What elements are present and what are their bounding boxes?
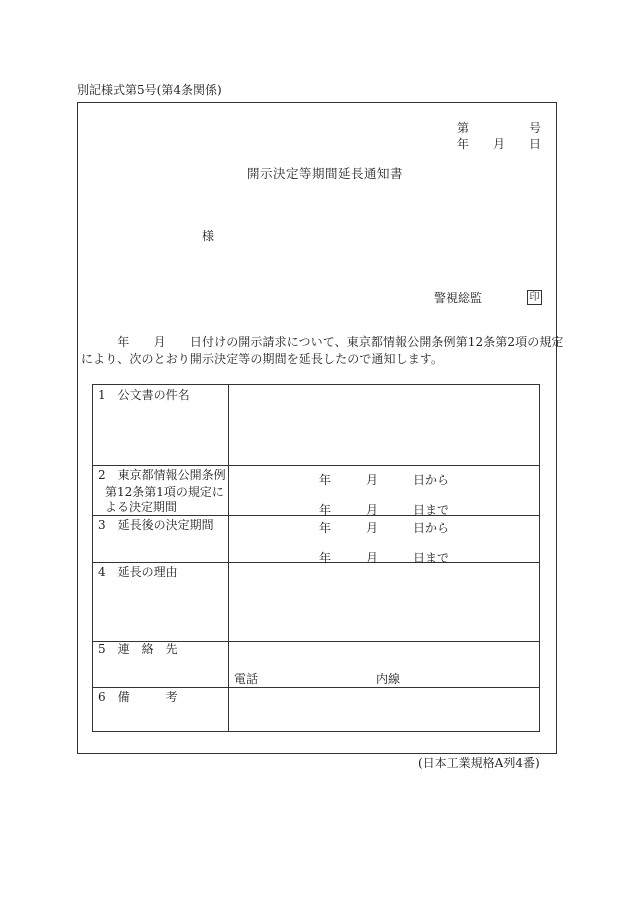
from-suffix: 日から <box>412 521 449 535</box>
paper-size-note: (日本工業規格A列4番) <box>418 756 540 770</box>
until-suffix: 日まで <box>412 503 449 517</box>
row-divider <box>93 562 539 563</box>
row-2-until-date <box>319 501 449 518</box>
year-label: 年 <box>319 503 332 517</box>
document-title: 開示決定等期間延長通知書 <box>247 166 404 181</box>
column-divider <box>228 385 229 731</box>
recipient-suffix: 様 <box>202 229 215 243</box>
body-text-line-1: 年 月 日付けの開示請求について、東京都情報公開条例第12条第2項の規定 <box>81 335 564 349</box>
row-divider <box>93 515 539 516</box>
row-2-label-line-3: よる決定期間 <box>105 500 178 514</box>
phone-label: 電話 <box>234 672 259 686</box>
issuer-name: 警視総監 <box>434 291 483 305</box>
row-divider <box>93 687 539 688</box>
seal-mark: 印 <box>527 290 542 305</box>
date-year: 年 <box>457 137 470 151</box>
body-text-line-2: により、次のとおり開示決定等の期間を延長したので通知します。 <box>81 352 444 366</box>
from-suffix: 日から <box>412 473 449 487</box>
year-label: 年 <box>319 521 332 535</box>
row-4-label: 4 延長の理由 <box>98 565 178 579</box>
document-date-line <box>457 138 541 150</box>
extension-label: 内線 <box>376 672 401 686</box>
year-label: 年 <box>319 473 332 487</box>
row-divider <box>93 465 539 466</box>
document-number-line <box>457 122 541 134</box>
row-2-label-line-1: 2 東京都情報公開条例 <box>98 468 226 482</box>
row-6-label: 6 備 考 <box>98 690 178 704</box>
date-month: 月 <box>492 137 505 151</box>
row-1-label: 1 公文書の件名 <box>98 388 190 402</box>
row-2-from-date <box>319 471 449 488</box>
number-prefix: 第 <box>457 121 470 135</box>
row-3-until-date <box>319 549 449 566</box>
number-suffix: 号 <box>528 121 541 135</box>
row-3-from-date <box>319 519 449 536</box>
details-table <box>92 384 540 732</box>
row-3-label: 3 延長後の決定期間 <box>98 518 214 532</box>
month-label: 月 <box>365 503 378 517</box>
month-label: 月 <box>365 473 378 487</box>
month-label: 月 <box>365 551 378 565</box>
month-label: 月 <box>365 521 378 535</box>
year-label: 年 <box>319 551 332 565</box>
date-day: 日 <box>528 137 541 151</box>
row-2-label-line-2: 第12条第1項の規定に <box>105 485 224 499</box>
until-suffix: 日まで <box>412 551 449 565</box>
row-5-label: 5 連 絡 先 <box>98 642 178 656</box>
form-heading: 別記様式第5号(第4条関係) <box>77 83 222 97</box>
